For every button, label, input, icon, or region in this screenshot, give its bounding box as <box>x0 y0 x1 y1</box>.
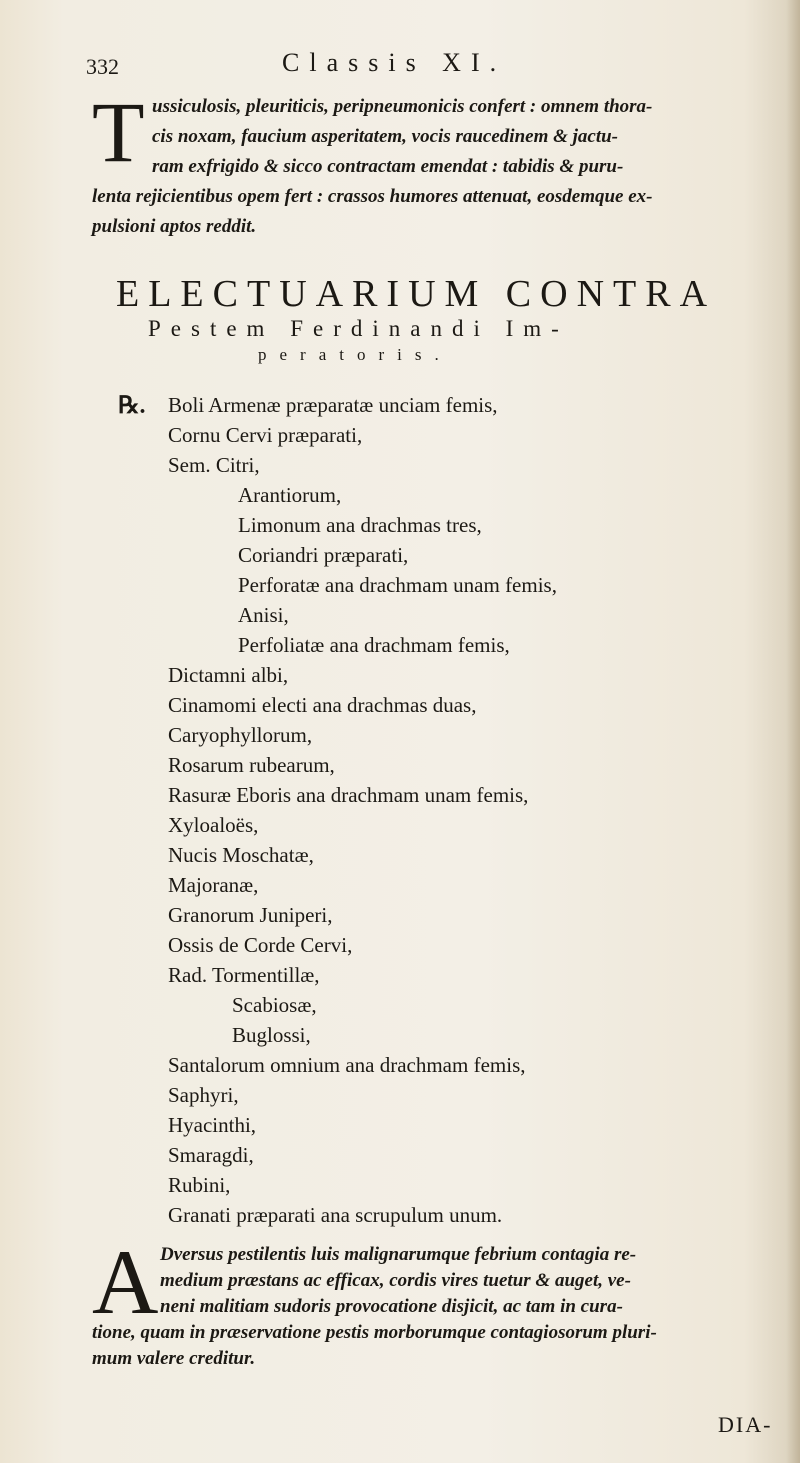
ingredient-line: Anisi, <box>238 603 289 627</box>
intro-line: pulsioni aptos reddit. <box>92 216 257 237</box>
ingredient-line: Boli Armenæ præparatæ unciam femis, <box>168 393 498 417</box>
intro-line: ussiculosis, pleuriticis, peripneumonicis confert : omnem thora- <box>152 96 653 117</box>
ingredient-line: Cornu Cervi præparati, <box>168 423 363 447</box>
running-head <box>86 48 646 98</box>
ingredient-line: Coriandri præparati, <box>238 543 409 567</box>
ingredient-line: Santalorum omnium ana drachmam femis, <box>168 1053 526 1077</box>
catchword: DIA- <box>718 1412 773 1437</box>
ingredient-line: Ossis de Corde Cervi, <box>168 933 353 957</box>
ingredient-line: Granati præparati ana scrupulum unum. <box>168 1203 503 1227</box>
intro-line: lenta rejicientibus opem fert : crassos humores attenuat, eosdemque ex- <box>92 186 653 207</box>
running-title: Classis XI. <box>282 48 507 77</box>
intro-line: cis noxam, faucium asperitatem, vocis raucedinem & jactu- <box>152 126 619 147</box>
ingredient-line: Rad. Tormentillæ, <box>168 963 320 987</box>
conclusion-line: neni malitiam sudoris provocatione disjicit, ac tam in cura- <box>160 1296 623 1317</box>
ingredient-line: Cinamomi electi ana drachmas duas, <box>168 693 477 717</box>
ingredient-line: Sem. Citri, <box>168 453 260 477</box>
conclusion-line: mum valere creditur. <box>92 1348 256 1369</box>
ingredient-line: Majoranæ, <box>168 873 259 897</box>
ingredient-line: Rasuræ Eboris ana drachmam unam femis, <box>168 783 529 807</box>
recipe-symbol: ℞. <box>118 393 146 419</box>
recipe-subtitle-line1: Pestem Ferdinandi Im- <box>148 316 569 341</box>
ingredient-line: Saphyri, <box>168 1083 239 1107</box>
intro-line: ram exfrigido & sicco contractam emendat : tabidis & puru- <box>152 156 624 177</box>
ingredient-line: Buglossi, <box>232 1023 311 1047</box>
ingredient-line: Nucis Moschatæ, <box>168 843 314 867</box>
conclusion-line: medium præstans ac efficax, cordis vires tuetur & auget, ve- <box>160 1270 631 1291</box>
page-number: 332 <box>86 54 119 79</box>
conclusion-line: tione, quam in præservatione pestis morborumque contagiosorum pluri- <box>92 1322 657 1343</box>
intro-dropcap: T <box>92 84 145 180</box>
ingredient-line: Caryophyllorum, <box>168 723 313 747</box>
ingredient-line: Rosarum rubearum, <box>168 753 335 777</box>
page-edge-shadow <box>786 0 800 1463</box>
ingredient-line: Hyacinthi, <box>168 1113 257 1137</box>
conclusion-dropcap: A <box>92 1231 159 1333</box>
ingredient-line: Perfoliatæ ana drachmam femis, <box>238 633 510 657</box>
ingredient-line: Rubini, <box>168 1173 231 1197</box>
ingredient-line: Limonum ana drachmas tres, <box>238 513 482 537</box>
recipe-title: ELECTUARIUM CONTRA <box>116 273 717 315</box>
ingredient-line: Granorum Juniperi, <box>168 903 333 927</box>
ingredient-line: Arantiorum, <box>238 483 342 507</box>
ingredient-line: Xyloaloës, <box>168 813 259 837</box>
recipe-subtitle-line2: peratoris. <box>258 345 452 364</box>
conclusion-line: Dversus pestilentis luis malignarumque febrium contagia re- <box>160 1244 637 1265</box>
ingredient-line: Dictamni albi, <box>168 663 289 687</box>
ingredient-line: Smaragdi, <box>168 1143 254 1167</box>
ingredient-line: Scabiosæ, <box>232 993 317 1017</box>
ingredient-line: Perforatæ ana drachmam unam femis, <box>238 573 557 597</box>
